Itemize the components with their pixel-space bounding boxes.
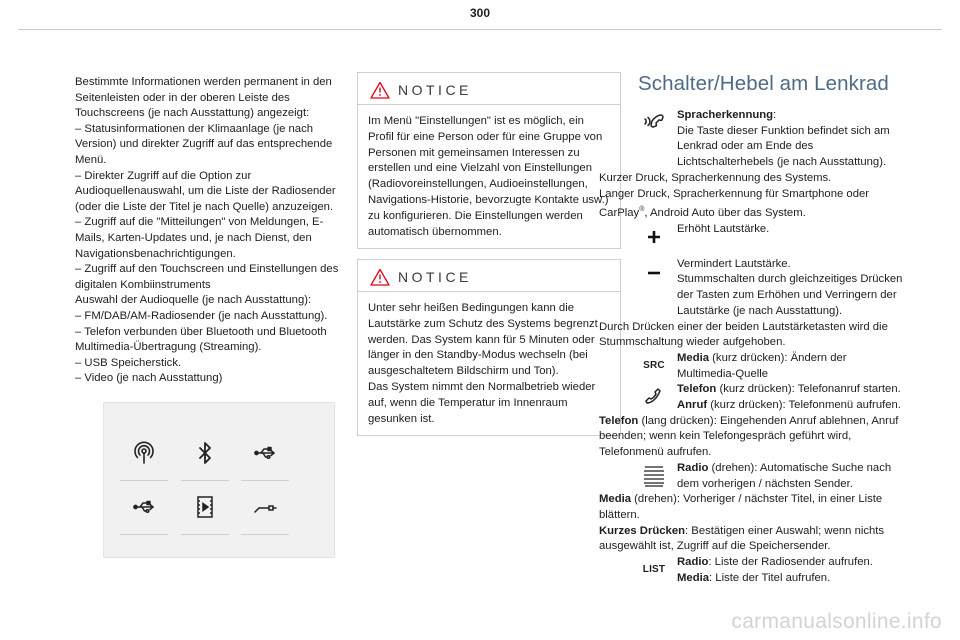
usb-icon <box>120 495 168 535</box>
warning-icon <box>370 268 390 286</box>
phone-text: Telefon (lang drücken): Eingehenden Anruf ablehnen, Anruf beenden; wenn kein Telefongespräch geführt wird, Telefonmenü aufrufen. <box>599 414 899 459</box>
volume-up-entry <box>638 222 908 255</box>
watermark: carmanualsonline.info <box>731 610 942 633</box>
volume-up-text: Erhöht Lautstärke. <box>677 222 770 235</box>
phone-icon <box>638 383 670 411</box>
thumbwheel-icon <box>638 462 670 490</box>
voice-recognition-entry <box>638 108 908 171</box>
src-entry: SRC Media (kurz drücken): Ändern der Multimedia-Quelle <box>638 351 908 382</box>
thumbwheel-text: Kurzes Drücken: Bestätigen einer Auswahl; wenn nichts ausgewählt ist, Zugriff auf die Speichersender. <box>599 524 885 553</box>
notice-paragraph: Unter sehr heißen Bedingungen kann die Lautstärke zum Schutz des Systems begrenzt werden. Das System kann für 5 Minuten oder länger in den Standby-Modus wechseln (bei ausgeschaltetem Bildschirm und Ton). <box>368 302 598 378</box>
notice-title: NOTICE <box>398 82 472 98</box>
notice-header <box>358 260 620 292</box>
voice-line: Die Taste dieser Funktion befindet sich am Lenkrad oder am Ende des Lichtschalterhebels (je nach Ausstattung). <box>677 124 890 169</box>
volume-down-text: Stummschalten durch gleichzeitiges Drücken der Tasten zum Erhöhen und Verringern der Lautstärke (je nach Ausstattung). <box>677 273 903 317</box>
aux-cable-icon <box>241 495 289 535</box>
list-item: – Direkter Zugriff auf die Option zur Audioquellenauswahl, um die Liste der Radiosender (oder die Liste der Titel je nach Quelle) anzuzeigen. <box>75 169 336 213</box>
volume-down-text: Vermindert Lautstärke. <box>677 257 791 270</box>
voice-heading: Spracherkennung <box>677 109 774 121</box>
list-icon: LIST <box>642 564 666 576</box>
plus-icon <box>638 223 670 251</box>
list-item: – Zugriff auf die "Mitteilungen" von Meldungen, E-Mails, Karten-Updates und, je nach Dienst, den Navigationsbenachrichtigungen. <box>75 216 324 260</box>
page-number: 300 <box>469 6 491 20</box>
left-column-text <box>75 75 340 387</box>
voice-line: Langer Druck, Spracherkennung für Smartphone oder CarPlay®, Android Auto über das System. <box>599 187 870 219</box>
phone-entry: Telefon (kurz drücken): Telefonanruf starten. Anruf (kurz drücken): Telefonmenü aufrufen. <box>638 382 908 413</box>
notice-text: Im Menü "Einstellungen" ist es möglich, ein Profil für eine Person oder für eine Gruppe von Personen mit gemeinsamen Interessen zu erstellen und eine Vielzahl von Einstellungen (Radiovoreinstellungen, Audioeinstellungen, Navigations-Historie, bevorzugte Kontakte usw.) zu konfigurieren. Die Einstellungen werden automatisch übernommen. <box>368 115 609 238</box>
volume-down-text: Durch Drücken einer der beiden Lautstärketasten wird die Stummschaltung wieder aufgehoben. <box>599 320 888 349</box>
video-icon <box>181 495 229 535</box>
header-divider <box>18 29 942 30</box>
notice-box-temperature <box>357 259 621 436</box>
notice-header <box>358 73 620 105</box>
notice-text <box>358 292 620 435</box>
list-entry: LIST Radio: Liste der Radiosender aufrufen. Media: Liste der Titel aufrufen. <box>638 555 908 586</box>
voice-recognition-icon <box>638 109 670 137</box>
src-icon: SRC <box>643 360 665 372</box>
list-item: – Zugriff auf den Touchscreen und Einstellungen des digitalen Kombiinstruments <box>75 263 339 291</box>
list-item: – Telefon verbunden über Bluetooth und Bluetooth Multimedia-Übertragung (Streaming). <box>75 325 327 354</box>
voice-line: Kurzer Druck, Spracherkennung des Systems. <box>599 171 832 184</box>
usb-icon <box>241 441 289 481</box>
bluetooth-icon <box>181 441 229 481</box>
steering-wheel-controls-section <box>599 72 908 586</box>
audio-source-icon-panel <box>103 402 335 558</box>
list-item: – FM/DAB/AM-Radiosender (je nach Ausstattung). <box>75 309 328 322</box>
section-title: Schalter/Hebel am Lenkrad <box>638 72 889 95</box>
list-item: – Statusinformationen der Klimaanlage (je nach Version) und direkter Zugriff auf das entsprechende Menü. <box>75 122 333 166</box>
thumbwheel-entry: Radio (drehen): Automatische Suche nach dem vorherigen / nächsten Sender. <box>638 461 908 492</box>
radio-icon <box>120 441 168 481</box>
paragraph: Auswahl der Audioquelle (je nach Ausstattung): <box>75 294 312 307</box>
list-item: – USB Speicherstick. <box>75 356 182 369</box>
voice-heading-colon: : <box>773 109 777 121</box>
volume-down-entry <box>638 257 908 320</box>
paragraph: Bestimmte Informationen werden permanent in den Seitenleisten oder in der oberen Leiste des Touchscreens (je nach Ausstattung) angezeigt: <box>75 76 332 120</box>
list-item: – Video (je nach Ausstattung) <box>75 372 223 385</box>
notice-box-profiles <box>357 72 621 249</box>
thumbwheel-text: Media (drehen): Vorheriger / nächster Titel, in einer Liste blättern. <box>599 493 883 521</box>
minus-icon <box>638 259 670 287</box>
warning-icon <box>370 81 390 99</box>
notice-paragraph: Das System nimmt den Normalbetrieb wieder auf, wenn die Temperatur im Innenraum gesunken ist. <box>368 380 596 425</box>
notice-title: NOTICE <box>398 269 472 285</box>
